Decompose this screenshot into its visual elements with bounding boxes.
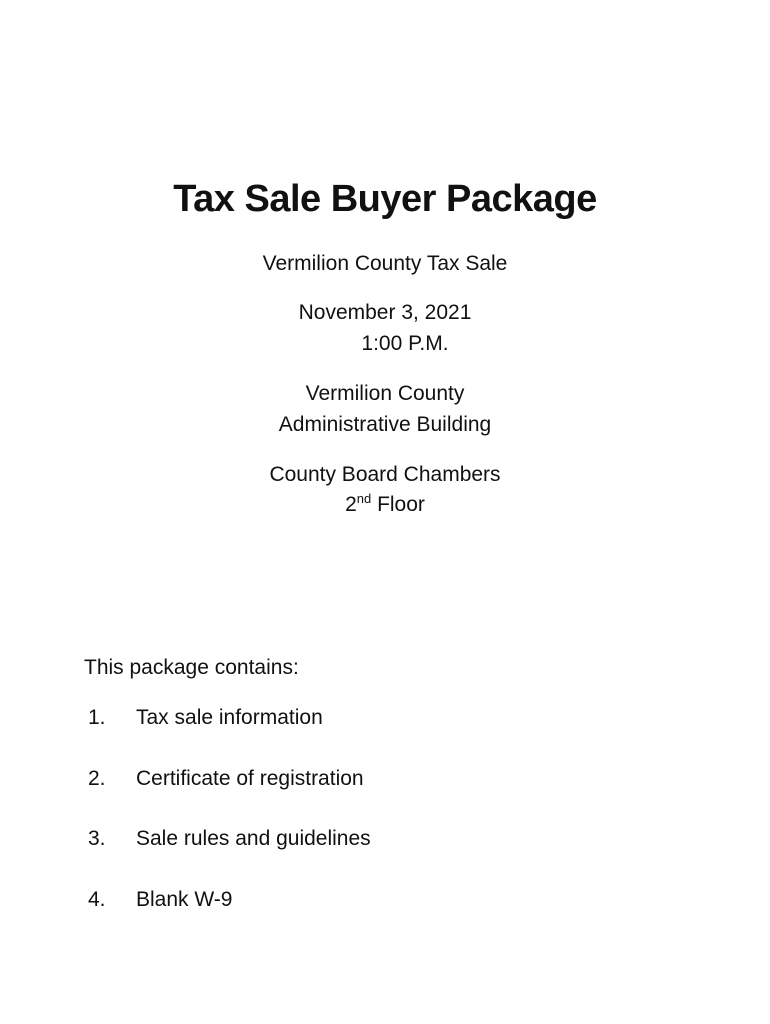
list-item-text: Blank W-9: [136, 888, 233, 911]
floor-line: [0, 492, 770, 518]
sale-date: November 3, 2021: [298, 301, 472, 324]
floor-suffix: nd: [356, 491, 372, 506]
room-name: County Board Chambers: [269, 463, 501, 486]
list-item-number: 3.: [88, 827, 106, 850]
location-line-1: Vermilion County: [305, 382, 465, 405]
list-item-number: 1.: [88, 706, 106, 729]
list-item-number: 2.: [88, 767, 106, 790]
contents-heading: This package contains:: [84, 656, 299, 679]
sale-name: Vermilion County Tax Sale: [262, 252, 508, 275]
sale-time: 1:00 P.M.: [361, 332, 449, 355]
location-line-2: Administrative Building: [278, 413, 492, 436]
list-item-number: 4.: [88, 888, 106, 911]
list-item-text: Sale rules and guidelines: [136, 827, 371, 850]
list-item-text: Certificate of registration: [136, 767, 364, 790]
page-title: Tax Sale Buyer Package: [173, 178, 597, 220]
list-item-text: Tax sale information: [136, 706, 323, 729]
floor-number: 2: [345, 493, 357, 516]
floor-word: Floor: [371, 493, 425, 516]
